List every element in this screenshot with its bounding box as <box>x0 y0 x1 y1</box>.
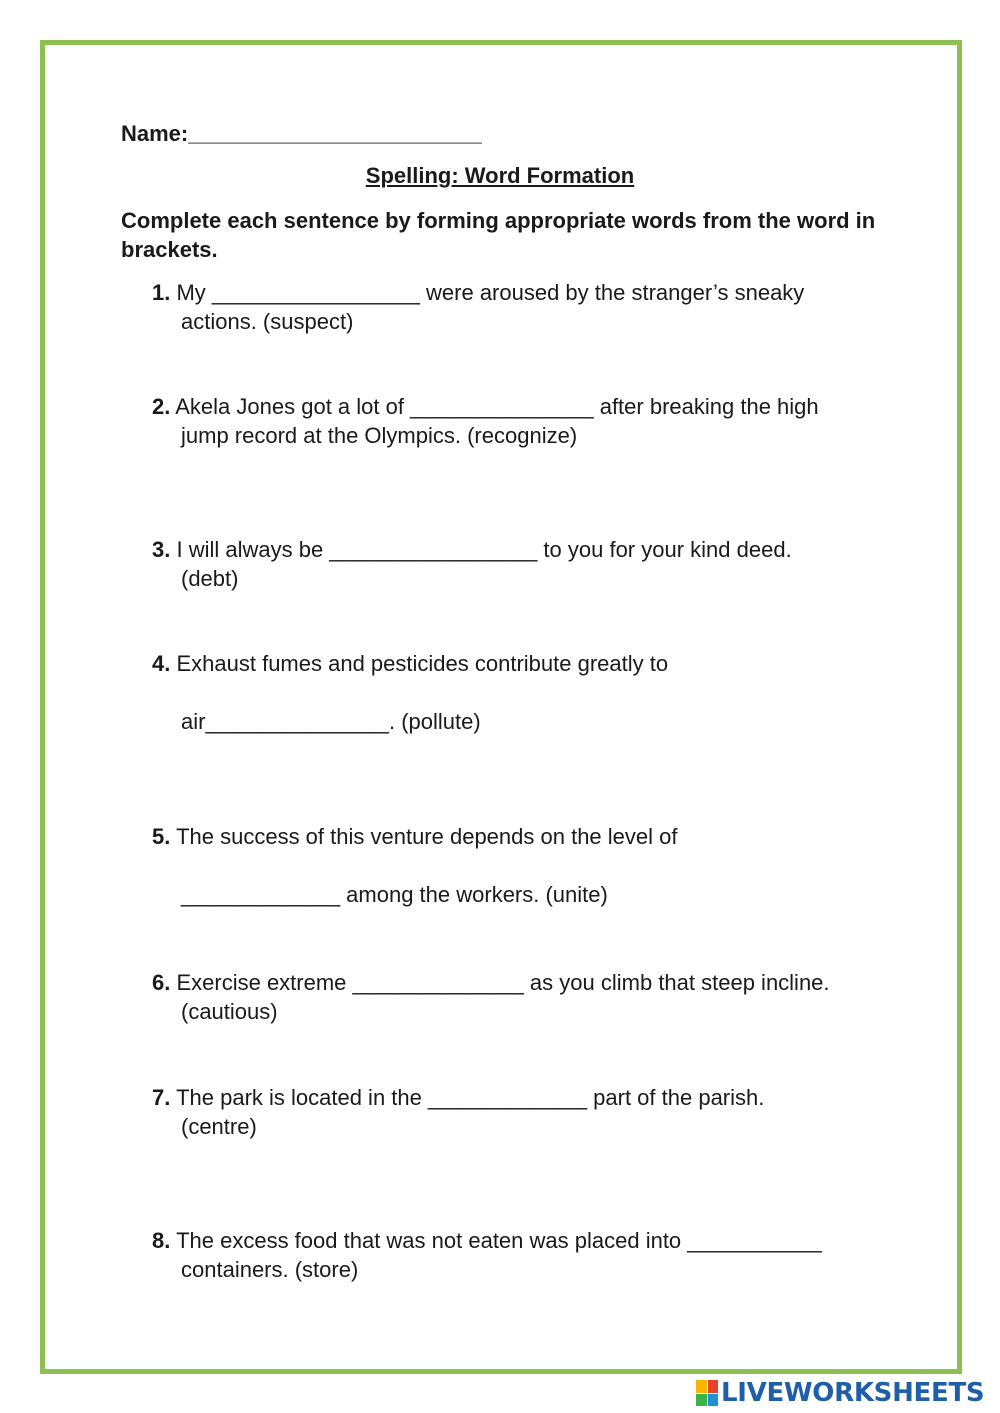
question-number: 4. <box>152 651 171 676</box>
question-text-line2: (debt) <box>181 566 239 591</box>
question-2 <box>152 392 819 450</box>
question-4 <box>152 649 668 736</box>
question-number: 2. <box>152 394 171 419</box>
question-text-line2: (centre) <box>181 1114 257 1139</box>
question-number: 8. <box>152 1228 171 1253</box>
brand-text: LIVEWORKSHEETS <box>721 1378 985 1408</box>
question-5 <box>152 822 678 909</box>
question-text-line1: The success of this venture depends on the level of <box>170 824 678 849</box>
question-number: 7. <box>152 1085 171 1110</box>
question-text-line1: My _________________ were aroused by the stranger’s sneaky <box>170 280 805 305</box>
question-7 <box>152 1083 764 1141</box>
question-text-line1: Akela Jones got a lot of _______________ after breaking the high <box>170 394 819 419</box>
question-text-line1: The park is located in the _____________ part of the parish. <box>170 1085 765 1110</box>
question-6 <box>152 968 830 1026</box>
liveworksheets-logo-icon <box>696 1380 718 1406</box>
logo-cell <box>696 1394 707 1407</box>
instructions: Complete each sentence by forming appropriate words from the word in brackets. <box>121 208 876 262</box>
question-number: 6. <box>152 970 171 995</box>
name-field-label: Name:________________________ <box>121 121 482 146</box>
question-text-line2: air_______________. (pollute) <box>181 709 481 734</box>
question-text-line2: _____________ among the workers. (unite) <box>181 882 608 907</box>
question-1 <box>152 278 804 336</box>
logo-cell <box>696 1380 707 1393</box>
question-text-line2: (cautious) <box>181 999 278 1024</box>
logo-cell <box>708 1380 719 1393</box>
question-number: 1. <box>152 280 171 305</box>
question-text-line2: containers. (store) <box>181 1257 359 1282</box>
question-text-line2: actions. (suspect) <box>181 309 354 334</box>
question-8 <box>152 1226 822 1284</box>
question-number: 3. <box>152 537 171 562</box>
question-text-line1: Exhaust fumes and pesticides contribute greatly to <box>170 651 669 676</box>
question-text-line1: Exercise extreme ______________ as you climb that steep incline. <box>170 970 830 995</box>
question-text-line1: I will always be _________________ to you for your kind deed. <box>170 537 792 562</box>
question-text-line2: jump record at the Olympics. (recognize) <box>181 423 578 448</box>
logo-cell <box>708 1394 719 1407</box>
question-text-line1: The excess food that was not eaten was placed into ___________ <box>170 1228 822 1253</box>
question-number: 5. <box>152 824 171 849</box>
question-3 <box>152 535 792 593</box>
page-title: Spelling: Word Formation <box>365 163 635 188</box>
liveworksheets-brand <box>696 1377 984 1409</box>
